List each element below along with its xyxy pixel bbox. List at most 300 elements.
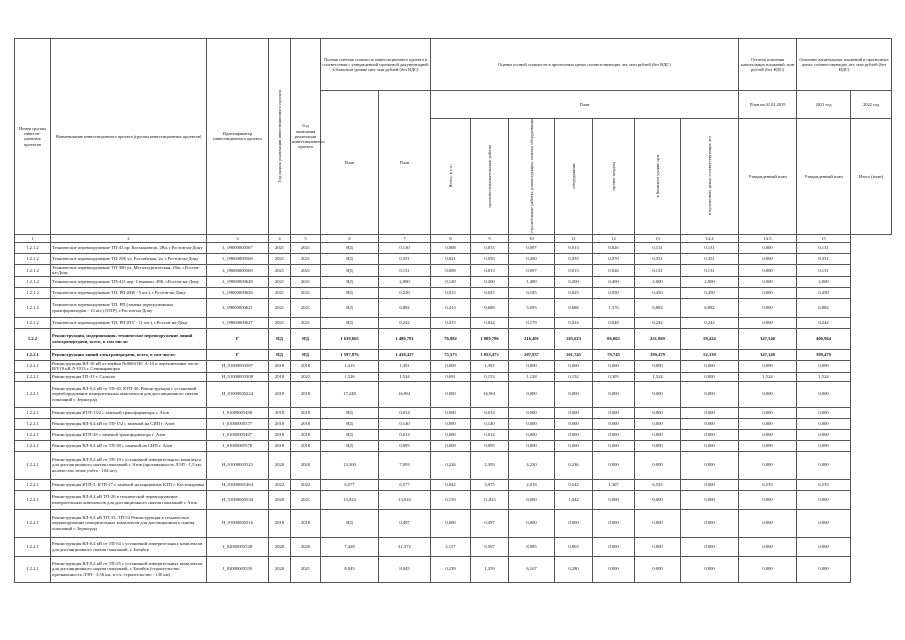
cell-pir: 2,157	[431, 537, 471, 556]
cell-project-name: Техническое перевооружение ТП, РП (замена перегруженных трансформаторов - 13 шт.) (ТПР), г.Ростов-на-Дону	[51, 298, 207, 317]
cell-start-year: 2018	[269, 407, 291, 418]
cell-group-no: 1.2.2.1	[15, 537, 51, 556]
cell-smr: 0,035	[471, 253, 509, 264]
cell-other: 0,024	[555, 317, 593, 328]
cell-itogo: 0,450	[797, 287, 851, 298]
cell-start-year: 2018	[269, 429, 291, 440]
cell-approved-2022: 0,000	[739, 360, 797, 372]
cell-project-name: Реконструкция КТП-38 с заменой трансформатора г. Азов	[51, 429, 207, 440]
cell-pir: 0,015	[431, 287, 471, 298]
cell-group-no: 1.2.2.1	[15, 451, 51, 479]
cell-end-year: 2021	[291, 287, 321, 298]
cell-project-id: L_09000000621	[207, 298, 269, 317]
cell-group-no: 1.2.2.1	[15, 349, 51, 360]
cell-group-no: 1.2.1.2	[15, 253, 51, 264]
cell-group-no: 1.2.2.1	[15, 556, 51, 582]
cell-remaining-forecast: 0,450	[635, 287, 681, 298]
cell-remaining-forecast: 399,479	[635, 349, 681, 360]
cell-approved-2021: 0,000	[681, 451, 739, 479]
cell-project-name: Реконструкция ВЛ-0,4 кВ ТП-33, ТП-53 Реконструкция в техническое перевооружение измерительных комплексов для дистанционного снятия показаний г. Зерноград	[51, 509, 207, 537]
cell-pir: 0,000	[431, 381, 471, 407]
cell-smr: 0,013	[471, 264, 509, 276]
header-smr: строительные работы, реконструкция, монтаж оборудования	[509, 119, 555, 235]
cell-approved-2021: 0,242	[681, 317, 739, 328]
table-row	[15, 317, 892, 328]
cell-total: 1 438,427	[379, 349, 431, 360]
cell-equipment: 0,000	[509, 509, 555, 537]
cell-smr: 0,095	[471, 440, 509, 451]
cell-approved-2022: 0,000	[739, 276, 797, 287]
cell-start-year: 2021	[269, 276, 291, 287]
cell-estimate-plan: НД	[321, 317, 379, 328]
cell-project-id: H_01000003587	[207, 360, 269, 372]
header-estimate: Полная сметная стоимость инвестиционного проекта в соответствии с утвержденной проектной документацией в базисном уровне цен, млн рублей (без НДС)	[321, 39, 431, 91]
cell-estimate-plan: 7,428	[321, 537, 379, 556]
cell-end-year: 2022	[291, 479, 321, 490]
cell-pir: 0,159	[431, 490, 471, 509]
table-row	[15, 451, 892, 479]
column-number: 7	[379, 234, 431, 242]
cell-start-year: 2020	[269, 537, 291, 556]
cell-end-year: 2018	[291, 381, 321, 407]
cell-project-name: Реконструкция КТП-5, КТП-27 с заменой на кирпичные КТП г. Костомаровка	[51, 479, 207, 490]
cell-project-id: H_01000001464	[207, 479, 269, 490]
cell-total: 0,250	[379, 287, 431, 298]
cell-approved-2022: 1,524	[739, 372, 797, 381]
cell-approved-2021: 6,882	[681, 298, 739, 317]
cell-estimate-plan: НД	[321, 429, 379, 440]
cell-project-id: L_09000000628	[207, 276, 269, 287]
cell-equipment: 0,000	[509, 418, 555, 429]
cell-project-name: Реконструкция КТП-13/2 с заменой трансформатора г. Азов	[51, 407, 207, 418]
cell-end-year: 2022	[291, 372, 321, 381]
cell-smr: 16,961	[471, 381, 509, 407]
column-number: 11	[555, 234, 593, 242]
cell-remaining-basis: 0,050	[593, 287, 635, 298]
cell-remaining-forecast: 6,882	[635, 298, 681, 317]
column-number: 8	[431, 234, 471, 242]
cell-itogo: 0,000	[797, 490, 851, 509]
cell-other: 0,152	[555, 372, 593, 381]
cell-other: 0,000	[555, 418, 593, 429]
header-estimate-plan-a: План	[321, 91, 379, 235]
cell-other: 0,000	[555, 429, 593, 440]
cell-equipment: 0,000	[509, 360, 555, 372]
cell-start-year: 2020	[269, 556, 291, 582]
table-row	[15, 509, 892, 537]
cell-other: 1,042	[555, 490, 593, 509]
cell-project-id: H_01000005534	[207, 490, 269, 509]
cell-total: 0,351	[379, 253, 431, 264]
cell-smr: 0,153	[471, 372, 509, 381]
cell-other: 0,280	[555, 556, 593, 582]
cell-remaining-basis: 0,000	[593, 418, 635, 429]
cell-equipment: 0,000	[509, 490, 555, 509]
cell-group-no: 1.2.2.1	[15, 372, 51, 381]
cell-smr: 0,014	[471, 407, 509, 418]
cell-estimate-plan: НД	[321, 242, 379, 253]
header-2021: 2021 год	[797, 91, 851, 119]
cell-end-year: 2020	[291, 451, 321, 479]
cell-end-year: 2018	[291, 429, 321, 440]
cell-approved-2022: 0,000	[739, 556, 797, 582]
cell-pir: 0,239	[431, 556, 471, 582]
header-itogo: Итого (план)	[851, 119, 892, 235]
cell-project-name: Реконструкция ТП-33 г. Сальске	[51, 372, 207, 381]
header-approved-2022: Утвержденный план	[797, 119, 851, 235]
cell-estimate-plan: НД	[321, 253, 379, 264]
cell-project-id: L_09000000569	[207, 264, 269, 276]
cell-total: 2,000	[379, 276, 431, 287]
cell-remaining-basis: 1,307	[593, 479, 635, 490]
cell-approved-2022: 347,540	[739, 328, 797, 349]
cell-end-year: 2018	[291, 509, 321, 537]
cell-end-year: 2021	[291, 276, 321, 287]
cell-approved-2021: 0,000	[681, 381, 739, 407]
cell-remaining-forecast: 0,000	[635, 418, 681, 429]
cell-project-name: Техническое перевооружение ТП-29Б ул. Российская, 2а, г.Ростов-на-Дону	[51, 253, 207, 264]
cell-start-year: 2021	[269, 298, 291, 317]
cell-project-id: I_01000005578	[207, 440, 269, 451]
cell-approved-2021: 52,339	[681, 349, 739, 360]
cell-estimate-plan: 8,045	[321, 556, 379, 582]
cell-equipment: 207,837	[509, 349, 555, 360]
cell-remaining-forecast: 0,000	[635, 537, 681, 556]
cell-group-no: 1.2.2.1	[15, 429, 51, 440]
cell-itogo: 0,000	[797, 407, 851, 418]
table-row	[15, 418, 892, 429]
header-2022: 2022 год	[851, 91, 892, 119]
cell-start-year: 2021	[269, 264, 291, 276]
cell-itogo: 0,000	[797, 556, 851, 582]
cell-smr: 3,975	[471, 479, 509, 490]
table-row	[15, 242, 892, 253]
cell-approved-2022: 0,000	[739, 451, 797, 479]
table-row	[15, 537, 892, 556]
cell-end-year: 2018	[291, 418, 321, 429]
cell-other: 0,542	[555, 479, 593, 490]
cell-estimate-plan: НД	[321, 509, 379, 537]
cell-remaining-forecast: 431,869	[635, 328, 681, 349]
cell-group-no: 1.2.2.1	[15, 479, 51, 490]
cell-start-year: НД	[269, 349, 291, 360]
cell-equipment: 0,185	[509, 287, 555, 298]
cell-equipment: 4,230	[509, 451, 555, 479]
cell-remaining-basis: 0,000	[593, 556, 635, 582]
column-number: 2	[51, 234, 207, 242]
cell-smr: 0,140	[471, 418, 509, 429]
column-number: 4	[269, 234, 291, 242]
cell-approved-2021: 0,450	[681, 287, 739, 298]
column-number: 10	[509, 234, 555, 242]
cell-itogo: 1,524	[797, 372, 851, 381]
cell-other: 0,000	[555, 509, 593, 537]
cell-pir: 0,000	[431, 509, 471, 537]
cell-remaining-forecast: 0,000	[635, 440, 681, 451]
cell-remaining-forecast: 1,524	[635, 372, 681, 381]
table-row	[15, 556, 892, 582]
cell-project-id: I_02000005548	[207, 537, 269, 556]
cell-other: 0,000	[555, 407, 593, 418]
cell-estimate-plan: НД	[321, 440, 379, 451]
column-number: 6	[321, 234, 379, 242]
cell-total: 0,014	[379, 429, 431, 440]
cell-project-name: Реконструкция ВЛ-0,4 кВ от ТП-54 с установкой измерительных комплексов для дистанционного снятия показаний, г. Батайск	[51, 537, 207, 556]
cell-approved-2022: 0,000	[739, 242, 797, 253]
cell-other: 0,025	[555, 287, 593, 298]
cell-smr: 0,024	[471, 317, 509, 328]
cell-smr: 9,567	[471, 537, 509, 556]
cell-other: 105,623	[555, 328, 593, 349]
cell-project-id: L_09000000568	[207, 253, 269, 264]
cell-pir: 0,000	[431, 418, 471, 429]
cell-remaining-forecast: 0,000	[635, 451, 681, 479]
cell-project-name: Техническое перевооружение ТП, РП (ПУ - 11 шт.), г.Ростов-на-Дону	[51, 317, 207, 328]
cell-other: 0,013	[555, 264, 593, 276]
cell-group-no: 1.2.2.1	[15, 407, 51, 418]
cell-project-name: Реконструкция ВЛ-0,4 кВ ТП-20 в технической перевооружение измерительных комплексов для дистанционного снятия показаний г. Азов	[51, 490, 207, 509]
cell-smr: 1,391	[471, 360, 509, 372]
cell-group-no: 1.2.1.2	[15, 276, 51, 287]
cell-group-no: 1.2.1.2	[15, 298, 51, 317]
column-number: 13	[635, 234, 681, 242]
cell-remaining-forecast: 0,000	[635, 429, 681, 440]
cell-project-name: Реконструкция ВЛ-0,4 кВ от ТП-152 с заменой на СИП г. Азов	[51, 418, 207, 429]
table-row	[15, 479, 892, 490]
cell-itogo: 0,000	[797, 509, 851, 537]
cell-equipment: 0,260	[509, 253, 555, 264]
cell-start-year: 2022	[269, 479, 291, 490]
cell-remaining-forecast: 0,000	[635, 407, 681, 418]
cell-remaining-basis: 0,000	[593, 537, 635, 556]
cell-project-name: Реконструкция ВЛ-0,4 кВ от ТП-19 с установкой измерительного комплекса для дистанционного снятия показаний г. Азов (протяженность ЛЭП - 1,5 км, количество точек учёта - 104 шт)	[51, 451, 207, 479]
header-est-price: Оценка полной стоимости в прогнозных ценах соответствующих лет, млн рублей (без НДС)	[431, 39, 739, 91]
cell-approved-2021: 0,351	[681, 253, 739, 264]
cell-group-no: 1.2.1.2	[15, 264, 51, 276]
cell-total: 0,130	[379, 242, 431, 253]
cell-project-name: Реконструкция ВЛ-0,4 кВ от ТП-38 с заменой на СИП г. Азов	[51, 440, 207, 451]
cell-approved-2021: 0,000	[681, 479, 739, 490]
cell-remaining-forecast: 0,000	[635, 509, 681, 537]
cell-itogo: 0,000	[797, 360, 851, 372]
table-row	[15, 287, 892, 298]
header-approved-2021: Утвержденный план	[739, 119, 797, 235]
cell-remaining-basis: 0,048	[593, 317, 635, 328]
cell-project-name: Реконструкция линий электропередачи, всего, в том числе:	[51, 349, 207, 360]
cell-other: 0,013	[555, 242, 593, 253]
cell-itogo: 0,000	[797, 451, 851, 479]
cell-equipment: 0,000	[509, 429, 555, 440]
cell-start-year: 2018	[269, 381, 291, 407]
cell-itogo: 0,000	[797, 537, 851, 556]
cell-smr: 0,200	[471, 276, 509, 287]
cell-remaining-forecast: 0,000	[635, 490, 681, 509]
cell-other: 0,000	[555, 360, 593, 372]
cell-end-year: 2018	[291, 360, 321, 372]
cell-total: 7,093	[379, 451, 431, 479]
header-end-year: Год окончания реализации инвестиционного проекта	[291, 39, 321, 235]
cell-approved-2022: 0,000	[739, 418, 797, 429]
cell-start-year: 2018	[269, 372, 291, 381]
cell-group-no: 1.2.1.2	[15, 242, 51, 253]
cell-approved-2022: 0,000	[739, 317, 797, 328]
cell-group-no: 1.2.2.1	[15, 381, 51, 407]
cell-remaining-basis: 79,745	[593, 349, 635, 360]
column-number: 1	[15, 234, 51, 242]
cell-equipment: 8,985	[509, 537, 555, 556]
table-row	[15, 253, 892, 264]
cell-approved-2022: 347,140	[739, 349, 797, 360]
cell-project-name: Техническое перевооружение ТП-411 пер. Семашко, 49Б, г.Ростов-на-Дону	[51, 276, 207, 287]
cell-approved-2021: 0,000	[681, 418, 739, 429]
cell-end-year: 2021	[291, 490, 321, 509]
header-other: прочие затраты	[593, 119, 635, 235]
cell-approved-2022: 0,000	[739, 381, 797, 407]
cell-remaining-forecast: 0,242	[635, 317, 681, 328]
cell-estimate-plan: 1 639,665	[321, 328, 379, 349]
investment-table-sheet	[14, 38, 892, 583]
cell-remaining-basis: 0,000	[593, 509, 635, 537]
cell-pir: 0,042	[431, 479, 471, 490]
cell-other: 101,745	[555, 349, 593, 360]
cell-estimate-plan: НД	[321, 276, 379, 287]
cell-end-year: 2021	[291, 242, 321, 253]
cell-pir: 0,008	[431, 242, 471, 253]
cell-other: 0,000	[555, 381, 593, 407]
cell-project-id: H_01000005224	[207, 381, 269, 407]
cell-smr: 0,497	[471, 509, 509, 537]
cell-pir: 0,226	[431, 451, 471, 479]
cell-group-no: 1.2.2.1	[15, 360, 51, 372]
cell-approved-2021: 0,000	[681, 556, 739, 582]
cell-remaining-forecast: 0,000	[635, 556, 681, 582]
header-start-year: Год начала реализации инвестиционного проекта	[269, 39, 291, 235]
cell-total: 0,242	[379, 317, 431, 328]
header-id: Идентификатор инвестиционного проекта	[207, 39, 269, 235]
cell-project-name: Реконструкция, модернизация, техническое перевооружение линий электропередачи, всего, в том числе:	[51, 328, 207, 349]
cell-remaining-basis: 0,000	[593, 381, 635, 407]
header-pir: проектно-изыскательские работы	[471, 119, 509, 235]
cell-start-year: 2018	[269, 509, 291, 537]
cell-other: 0,200	[555, 276, 593, 287]
cell-approved-2021: 0,000	[681, 490, 739, 509]
cell-project-name: Реконструкция ВЛ-0,4 кВ от ТП-25 с установкой измерительных комплексов для дистанционного снятия показаний, г. Батайск (строительство протяженность ЛЭП - 3,56 км, в т.ч. строительство - 130 км)	[51, 556, 207, 582]
cell-itogo: 0,131	[797, 264, 851, 276]
table-row	[15, 328, 892, 349]
cell-group-no: 1.2.2.1	[15, 418, 51, 429]
cell-remaining-forecast: 2,000	[635, 276, 681, 287]
cell-remaining-basis: 0,305	[593, 372, 635, 381]
cell-approved-2022: 0,000	[739, 253, 797, 264]
cell-remaining-basis: 1,376	[593, 298, 635, 317]
cell-equipment: 6,167	[509, 556, 555, 582]
cell-pir: 76,982	[431, 328, 471, 349]
cell-smr: 2,393	[471, 451, 509, 479]
column-number: 9	[471, 234, 509, 242]
cell-other: 0,035	[555, 253, 593, 264]
cell-approved-2021: 59,424	[681, 328, 739, 349]
cell-project-id: H_01000003308	[207, 372, 269, 381]
cell-start-year: 2018	[269, 360, 291, 372]
column-number: 12	[593, 234, 635, 242]
cell-end-year: НД	[291, 328, 321, 349]
cell-itogo: 0,000	[797, 429, 851, 440]
cell-start-year: 2021	[269, 253, 291, 264]
cell-approved-2022: 0,000	[739, 298, 797, 317]
cell-itogo: 0,000	[797, 381, 851, 407]
header-basis: в базисном уровне цен	[635, 119, 681, 235]
cell-end-year: 2021	[291, 253, 321, 264]
cell-approved-2021: 0,000	[681, 440, 739, 451]
cell-remaining-basis: 0,000	[593, 440, 635, 451]
cell-pir: 75,373	[431, 349, 471, 360]
cell-itogo: 6,882	[797, 298, 851, 317]
cell-approved-2021: 0,131	[681, 264, 739, 276]
cell-total: 1,391	[379, 360, 431, 372]
cell-approved-2022: 0,000	[739, 537, 797, 556]
cell-approved-2021: 0,000	[681, 372, 739, 381]
cell-project-id: I_01000005498	[207, 407, 269, 418]
cell-equipment: 1,128	[509, 372, 555, 381]
cell-remaining-basis: 86,063	[593, 328, 635, 349]
cell-remaining-forecast: 0,000	[635, 360, 681, 372]
cell-equipment: 0,000	[509, 407, 555, 418]
cell-end-year: 2021	[291, 556, 321, 582]
cell-total: 1,524	[379, 372, 431, 381]
table-row	[15, 490, 892, 509]
cell-pir: 0,000	[431, 429, 471, 440]
column-number: 15	[797, 234, 851, 242]
cell-smr: 0,025	[471, 287, 509, 298]
cell-remaining-forecast: 0,131	[635, 242, 681, 253]
header-equipment: оборудование	[555, 119, 593, 235]
cell-equipment: 5,093	[509, 298, 555, 317]
header-total: Всего, в т.ч.:	[431, 119, 471, 235]
cell-group-no: 1.2.1.2	[15, 287, 51, 298]
cell-total: 0,014	[379, 407, 431, 418]
cell-approved-2022: 0,000	[739, 264, 797, 276]
cell-project-name: Техническое перевооружение ТП, РП (ИИ - 9 шт.), г.Ростов-на-Дону	[51, 287, 207, 298]
cell-smr: 1 089,786	[471, 328, 509, 349]
cell-estimate-plan: НД	[321, 407, 379, 418]
cell-remaining-basis: 0,000	[593, 490, 635, 509]
cell-estimate-plan: 1 597,876	[321, 349, 379, 360]
table-body	[15, 242, 892, 582]
table-row	[15, 298, 892, 317]
table-row	[15, 349, 892, 360]
cell-remaining-basis: 0,026	[593, 242, 635, 253]
table-row	[15, 360, 892, 372]
cell-project-id: I_01000005577	[207, 418, 269, 429]
cell-pir: 0,021	[431, 253, 471, 264]
header-plan: План	[431, 91, 739, 119]
column-number: 3	[207, 234, 269, 242]
cell-approved-2022: 6,535	[739, 479, 797, 490]
cell-equipment: 1,480	[509, 276, 555, 287]
header-mastering: Освоение капитальных вложений в прогнозных ценах соответствующих лет, млн рублей (без НДС)	[797, 39, 892, 91]
cell-equipment: 0,179	[509, 317, 555, 328]
cell-approved-2021: 0,000	[681, 360, 739, 372]
cell-remaining-basis: 0,000	[593, 360, 635, 372]
cell-project-id: H_01000005523	[207, 451, 269, 479]
cell-total: 0,497	[379, 509, 431, 537]
cell-pir: 0,120	[431, 276, 471, 287]
cell-approved-2021: 0,000	[681, 407, 739, 418]
cell-end-year: 2018	[291, 407, 321, 418]
cell-group-no: 1.2.2.1	[15, 490, 51, 509]
cell-approved-2021: 0,000	[681, 537, 739, 556]
cell-project-name: Реконструкция ВЛ-10 кВ от ячейки №0004 ПС А-10 и переключение части ВЛ-10 кВ Л-1013 г. Семикаракорск	[51, 360, 207, 372]
